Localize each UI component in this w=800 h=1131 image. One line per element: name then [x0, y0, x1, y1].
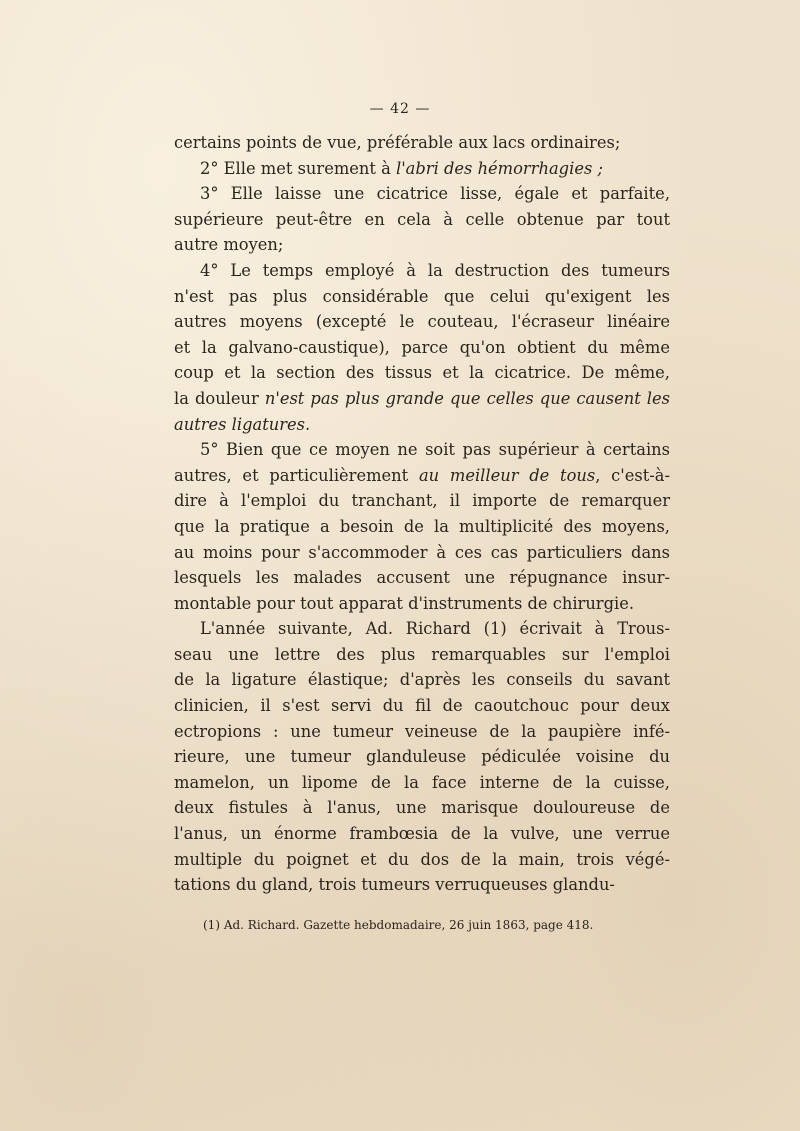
- text-line: [174, 207, 670, 233]
- text-line: [174, 591, 670, 617]
- text-run: la douleur: [174, 388, 265, 408]
- text-run: rieure, une tumeur glanduleuse pédiculée voisine du: [174, 747, 670, 767]
- text-line: [174, 616, 670, 642]
- text-run: clinicien, il s'est servi du fil de caoutchouc pour deux: [174, 696, 670, 716]
- text-run: lesquels les malades accusent une répugnance insur-: [174, 568, 670, 588]
- text-run: multiple du poignet et du dos de la main, trois végé-: [174, 849, 670, 869]
- text-line: [174, 821, 670, 847]
- text-run: , c'est-à-: [595, 465, 671, 485]
- text-run: coup et la section des tissus et la cicatrice. De même,: [174, 363, 670, 383]
- text-line: [174, 514, 670, 540]
- text-line: [174, 309, 670, 335]
- italic-text: n'est pas plus grande que celles que causent les: [264, 388, 670, 408]
- text-run: 2° Elle met surement à: [200, 158, 396, 178]
- text-line: [174, 181, 670, 207]
- page-number: — 42 —: [369, 101, 431, 117]
- italic-text: l'abri des hémorrhagies ;: [396, 158, 603, 178]
- text-run: supérieure peut-être en cela à celle obtenue par tout: [174, 209, 670, 229]
- text-run: autres moyens (excepté le couteau, l'écraseur linéaire: [174, 312, 670, 332]
- text-run: mamelon, un lipome de la face interne de la cuisse,: [174, 772, 670, 792]
- text-run: ectropions : une tumeur veineuse de la paupière infé-: [174, 721, 670, 741]
- text-line: [174, 412, 670, 438]
- text-line: [174, 744, 670, 770]
- text-run: L'année suivante, Ad. Richard (1) écrivait à Trous-: [200, 619, 670, 639]
- text-run: montable pour tout apparat d'instruments de chirurgie.: [174, 593, 635, 613]
- text-run: que la pratique a besoin de la multiplicité des moyens,: [174, 516, 670, 536]
- italic-text: autres ligatures.: [174, 414, 311, 434]
- text-line: [174, 719, 670, 745]
- text-line: [174, 488, 670, 514]
- text-line: [174, 386, 670, 412]
- text-line: [174, 667, 670, 693]
- text-run: 4° Le temps employé à la destruction des tumeurs: [200, 260, 670, 280]
- text-run: deux fistules à l'anus, une marisque douloureuse de: [174, 798, 670, 818]
- text-line: [174, 232, 670, 258]
- text-line: [174, 872, 670, 898]
- text-line: [174, 693, 670, 719]
- text-line: [174, 540, 670, 566]
- text-line: [174, 130, 670, 156]
- body-text: [174, 130, 670, 898]
- text-line: [174, 463, 670, 489]
- text-line: [174, 847, 670, 873]
- text-line: [174, 565, 670, 591]
- text-line: [174, 284, 670, 310]
- text-line: [174, 437, 670, 463]
- text-run: au moins pour s'accommoder à ces cas particuliers dans: [174, 542, 670, 562]
- text-run: certains points de vue, préférable aux lacs ordinaires;: [174, 133, 621, 152]
- text-run: dire à l'emploi du tranchant, il importe de remarquer: [174, 491, 670, 511]
- text-run: tations du gland, trois tumeurs verruqueuses glandu-: [174, 875, 615, 895]
- text-run: l'anus, un énorme frambœsia de la vulve, une verrue: [174, 824, 670, 844]
- text-run: autre moyen;: [174, 235, 284, 255]
- footnote: (1) Ad. Richard. Gazette hebdomadaire, 26 juin 1863, page 418.: [203, 918, 594, 932]
- text-line: [174, 795, 670, 821]
- text-run: 5° Bien que ce moyen ne soit pas supérieur à certains: [200, 440, 670, 460]
- text-line: [174, 335, 670, 361]
- text-line: [174, 642, 670, 668]
- text-line: [174, 258, 670, 284]
- text-run: seau une lettre des plus remarquables sur l'emploi: [174, 644, 670, 664]
- text-run: et la galvano-caustique), parce qu'on obtient du même: [174, 337, 670, 357]
- italic-text: au meilleur de tous: [418, 465, 596, 485]
- text-line: [174, 360, 670, 386]
- text-run: 3° Elle laisse une cicatrice lisse, égale et parfaite,: [200, 184, 670, 204]
- text-run: autres, et particulièrement: [174, 465, 419, 485]
- text-line: [174, 156, 670, 182]
- text-line: [174, 770, 670, 796]
- text-run: n'est pas plus considérable que celui qu'exigent les: [174, 286, 670, 306]
- text-run: de la ligature élastique; d'après les conseils du savant: [174, 670, 670, 690]
